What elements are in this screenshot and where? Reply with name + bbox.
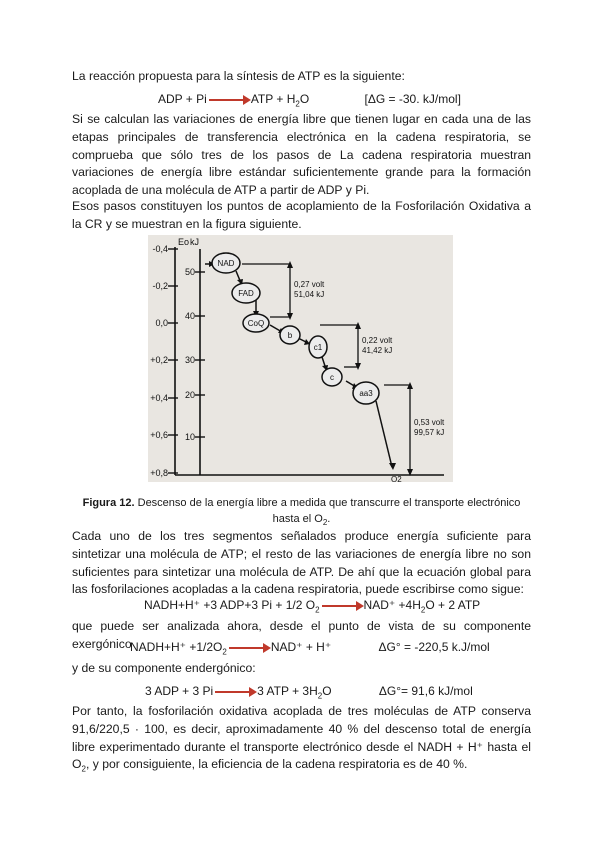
step2-kj: 41,42 kJ [362,346,393,355]
intro-text: La reacción propuesta para la síntesis de ATP es la siguiente: [72,69,405,83]
delta-g-value: ΔG°= 91,6 kJ/mol [378,684,473,698]
energy-diagram [148,235,453,482]
tick-label: -0,2 [152,281,168,291]
step2-volt: 0,22 volt [362,336,393,345]
tick-label: -0,4 [152,244,168,254]
step3-volt: 0,53 volt [414,418,445,427]
tick-label: +0,2 [150,355,168,365]
step1-kj: 51,04 kJ [294,290,325,299]
figure-caption: Figura 12. Descenso de la energía libre a medida que transcurre el transporte electrónico hasta el $O_2$. [82,497,521,528]
paragraph-3: Cada uno de los tres segmentos señalados produce energía suficiente para sintetizar una molécula de ATP; el resto de las variaciones de energía libre no son suficientes para sintetizar una molécula de ATP. De ahí que la ecuación global para las fosforilaciones acopladas a la cadena respiratoria, puede escribirse como sigue: [72,529,531,597]
reaction-arrow [322,605,362,607]
step3-kj: 99,57 kJ [414,428,445,437]
node-label: aa3 [359,389,373,398]
kj-tick-label: 50 [184,267,195,277]
node-label: CoQ [247,319,265,328]
tick-label: +0,4 [150,393,168,403]
equation-global: NADH+H⁺ +3 ADP+3 Pi + 1/2 $O_2$ $NAD^+ +4H_2O + 2$ ATP [144,598,481,615]
tick-label: +0,8 [150,468,168,478]
axis-label-kj: kJ [190,237,199,247]
paragraph-5: y de su componente endergónico: [72,661,256,675]
step1-volt: 0,27 volt [294,280,325,289]
node-label: NAD [217,259,235,268]
delta-g-value: ΔG° = -220,5 k.J/mol [378,640,490,654]
paragraph-4: que puede ser analizada ahora, desde el punto de vista de su componente exergónico [72,619,531,651]
node-label: b [287,331,293,340]
o2-label: O2 [391,475,402,482]
equation-endergonic: 3 ADP + 3 Pi 3 ATP + $3H_2O$ ΔG°= 91,6 kJ/mol [145,684,473,701]
kj-tick-label: 30 [184,355,195,365]
equation-atp-synthesis: ADP + Pi ATP + $H_2O$ [ΔG = -30. kJ/mol] [158,92,461,109]
tick-label: 0,0 [155,318,168,328]
node-label: c1 [313,343,323,352]
reaction-arrow [209,99,249,101]
reaction-arrow [229,647,269,649]
paragraph-1: Si se calculan las variaciones de energía libre que tienen lugar en cada una de las etapas principales de transferencia electrónica en la cadena respiratoria, se comprueba que sólo tres de los pasos de La cadena respiratoria muestran variaciones de energía libre estándar suficientemente grande para la formación acoplada de una molécula de ATP a partir de ADP y Pi. [72,112,531,198]
reaction-arrow [215,691,255,693]
node-label: FAD [238,289,254,298]
paragraph-6: Por tanto, la fosforilación oxidativa acoplada de tres moléculas de ATP conserva 91,6/220,5 · 100, es decir, aproximadamente 40 % del descenso total de energía libre experimentado durante el transporte electrónico desde el NADH + H⁺ hasta el $O_2$, y por consiguiente, la eficiencia de la cadena respiratoria es de 40 %. [72,704,531,774]
kj-tick-label: 10 [184,432,195,442]
energy-diagram-figure [148,235,453,482]
kj-tick-label: 20 [184,390,195,400]
axis-label-eo: Eo [178,237,190,247]
node-label: c [330,373,334,382]
tick-label: +0,6 [150,430,168,440]
equation-exergonic: NADH+H⁺ $+1/2O_2$ NAD⁺ + H⁺ ΔG° = -220,5 k.J/mol [130,640,490,657]
delta-g-value: [ΔG = -30. kJ/mol] [364,92,461,106]
kj-tick-label: 40 [184,311,195,321]
paragraph-2: Esos pasos constituyen los puntos de acoplamiento de la Fosforilación Oxidativa a la CR y se muestran en la figura siguiente. [72,199,531,231]
